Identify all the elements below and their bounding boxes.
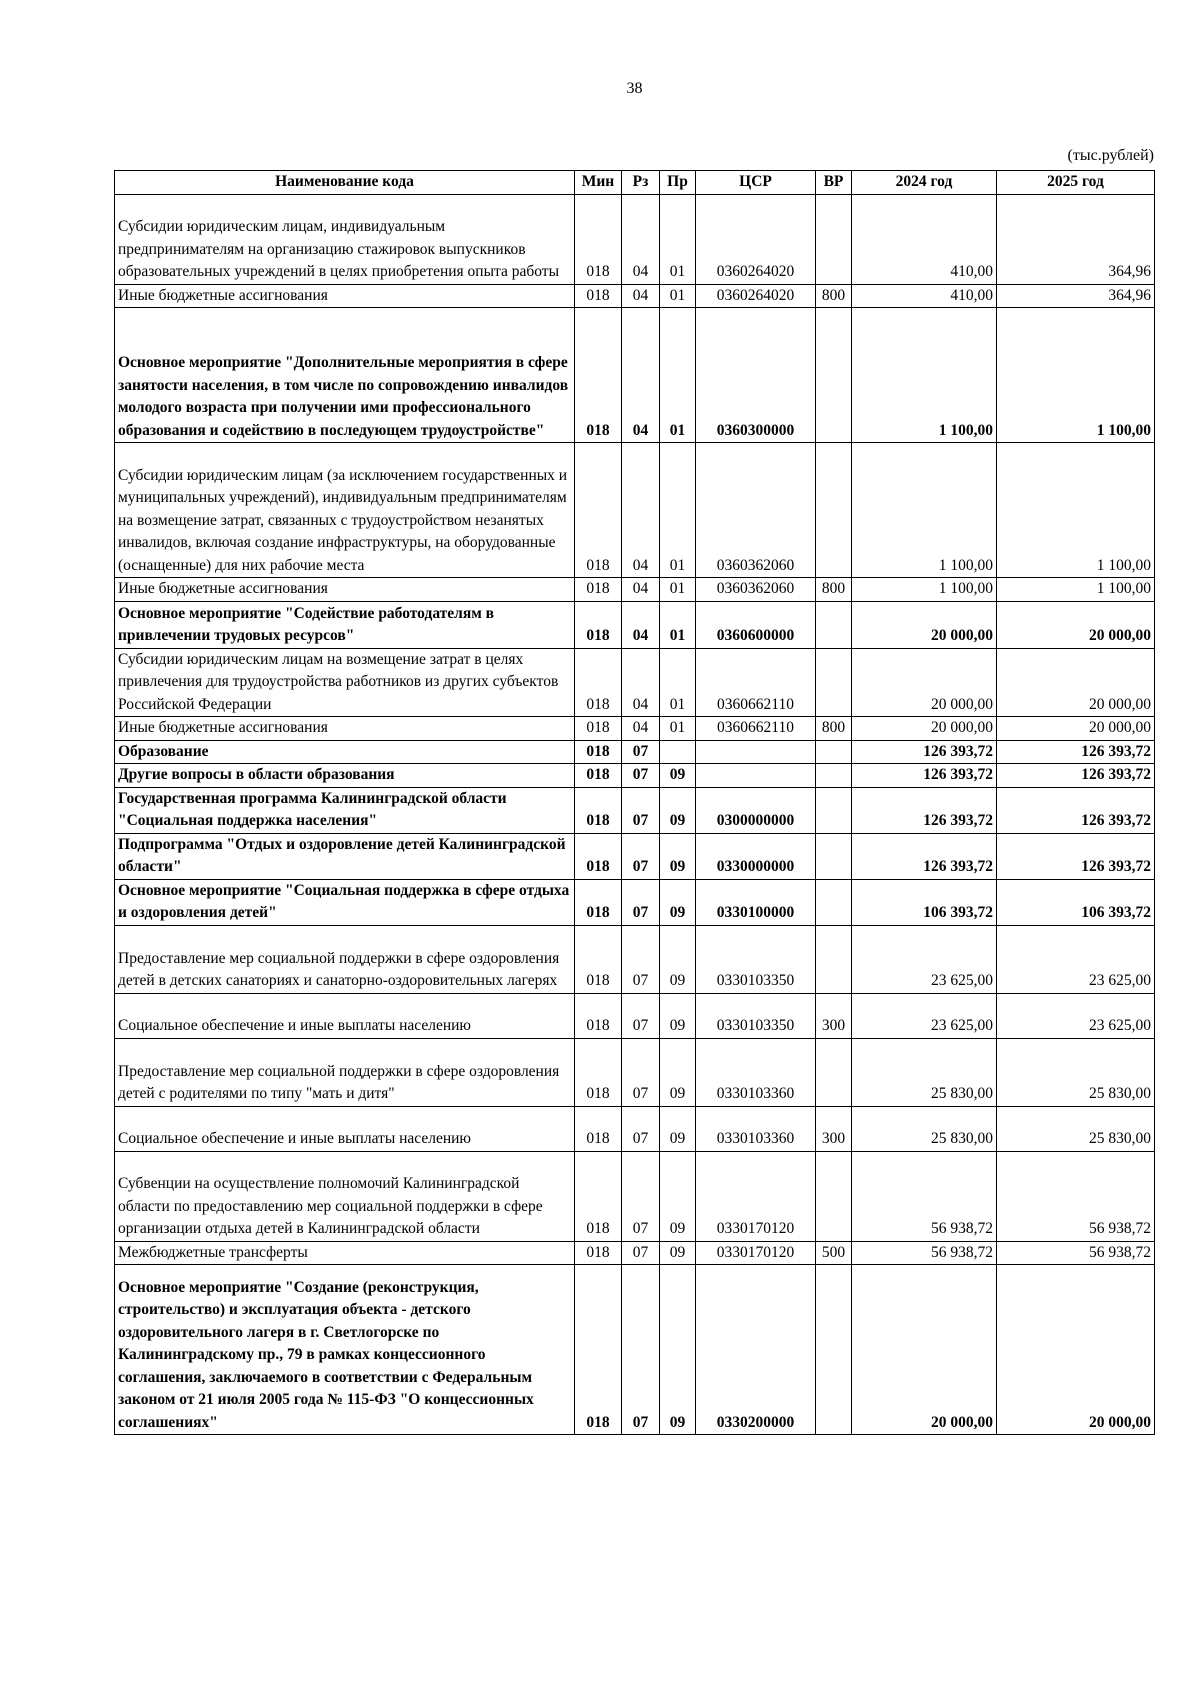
row-vr — [816, 648, 852, 717]
row-2025: 25 830,00 — [997, 1106, 1155, 1151]
row-name: Иные бюджетные ассигнования — [115, 578, 575, 602]
table-row — [115, 740, 1155, 764]
row-name: Другие вопросы в области образования — [115, 764, 575, 788]
row-2025: 23 625,00 — [997, 993, 1155, 1038]
table-row — [115, 717, 1155, 741]
row-2024: 56 938,72 — [852, 1241, 997, 1265]
row-rz: 07 — [622, 1151, 660, 1241]
row-min: 018 — [575, 1151, 622, 1241]
row-2024: 106 393,72 — [852, 879, 997, 925]
row-csr — [696, 740, 816, 764]
row-2025: 1 100,00 — [997, 443, 1155, 578]
row-2025: 25 830,00 — [997, 1038, 1155, 1106]
header-name: Наименование кода — [115, 171, 575, 195]
row-csr: 0330103350 — [696, 925, 816, 993]
row-min: 018 — [575, 194, 622, 284]
page-number: 38 — [626, 80, 643, 97]
row-rz: 07 — [622, 993, 660, 1038]
row-csr: 0360600000 — [696, 601, 816, 648]
row-2025: 364,96 — [997, 194, 1155, 284]
row-pr: 09 — [660, 1241, 696, 1265]
row-pr: 09 — [660, 787, 696, 833]
row-rz: 04 — [622, 443, 660, 578]
table-row — [115, 284, 1155, 308]
row-vr: 500 — [816, 1241, 852, 1265]
table-row — [115, 194, 1155, 284]
row-vr: 800 — [816, 284, 852, 308]
row-min: 018 — [575, 443, 622, 578]
budget-table — [114, 170, 1155, 1435]
row-rz: 07 — [622, 764, 660, 788]
row-csr: 0330200000 — [696, 1265, 816, 1435]
row-pr: 09 — [660, 993, 696, 1038]
table-row — [115, 993, 1155, 1038]
row-rz: 04 — [622, 284, 660, 308]
row-vr — [816, 925, 852, 993]
row-min: 018 — [575, 1038, 622, 1106]
row-pr: 09 — [660, 1265, 696, 1435]
table-row — [115, 601, 1155, 648]
row-vr: 300 — [816, 993, 852, 1038]
row-min: 018 — [575, 740, 622, 764]
row-pr: 09 — [660, 1106, 696, 1151]
row-min: 018 — [575, 648, 622, 717]
row-csr: 0330000000 — [696, 833, 816, 879]
row-2024: 1 100,00 — [852, 443, 997, 578]
row-pr: 01 — [660, 717, 696, 741]
table-row — [115, 308, 1155, 443]
row-vr — [816, 443, 852, 578]
row-name: Основное мероприятие "Содействие работодателям в привлечении трудовых ресурсов" — [115, 601, 575, 648]
row-2024: 126 393,72 — [852, 833, 997, 879]
row-csr: 0330103360 — [696, 1106, 816, 1151]
row-pr: 01 — [660, 578, 696, 602]
header-rz: Рз — [622, 171, 660, 195]
row-pr: 01 — [660, 308, 696, 443]
row-2024: 410,00 — [852, 284, 997, 308]
row-rz: 04 — [622, 578, 660, 602]
row-pr: 09 — [660, 925, 696, 993]
row-csr: 0360300000 — [696, 308, 816, 443]
table-row — [115, 443, 1155, 578]
row-min: 018 — [575, 764, 622, 788]
row-2024: 25 830,00 — [852, 1106, 997, 1151]
row-2024: 25 830,00 — [852, 1038, 997, 1106]
row-rz: 07 — [622, 787, 660, 833]
row-rz: 07 — [622, 1038, 660, 1106]
header-row — [115, 171, 1155, 195]
row-2024: 23 625,00 — [852, 993, 997, 1038]
row-rz: 04 — [622, 308, 660, 443]
row-pr: 09 — [660, 879, 696, 925]
row-vr — [816, 1151, 852, 1241]
row-rz: 04 — [622, 601, 660, 648]
header-min: Мин — [575, 171, 622, 195]
header-pr: Пр — [660, 171, 696, 195]
row-2024: 126 393,72 — [852, 740, 997, 764]
row-2024: 20 000,00 — [852, 717, 997, 741]
row-csr: 0360264020 — [696, 284, 816, 308]
row-vr — [816, 879, 852, 925]
row-2025: 20 000,00 — [997, 1265, 1155, 1435]
row-2025: 126 393,72 — [997, 787, 1155, 833]
row-name: Иные бюджетные ассигнования — [115, 717, 575, 741]
row-rz: 07 — [622, 925, 660, 993]
row-2025: 106 393,72 — [997, 879, 1155, 925]
row-csr: 0360264020 — [696, 194, 816, 284]
row-pr: 09 — [660, 1151, 696, 1241]
table-row — [115, 1038, 1155, 1106]
row-name: Субсидии юридическим лицам на возмещение затрат в целях привлечения для трудоустройства работников из других субъектов Российской Федерации — [115, 648, 575, 717]
header-2025: 2025 год — [997, 171, 1155, 195]
table-row — [115, 764, 1155, 788]
row-rz: 04 — [622, 648, 660, 717]
row-csr: 0330103350 — [696, 993, 816, 1038]
row-2025: 23 625,00 — [997, 925, 1155, 993]
row-vr: 800 — [816, 717, 852, 741]
row-2025: 56 938,72 — [997, 1151, 1155, 1241]
table-row — [115, 1151, 1155, 1241]
row-pr — [660, 740, 696, 764]
row-min: 018 — [575, 578, 622, 602]
table-row — [115, 925, 1155, 993]
row-2025: 20 000,00 — [997, 648, 1155, 717]
row-name: Социальное обеспечение и иные выплаты населению — [115, 993, 575, 1038]
table-row — [115, 787, 1155, 833]
row-2025: 126 393,72 — [997, 764, 1155, 788]
table-row — [115, 578, 1155, 602]
row-pr: 01 — [660, 601, 696, 648]
row-min: 018 — [575, 879, 622, 925]
row-pr: 01 — [660, 194, 696, 284]
row-vr — [816, 833, 852, 879]
row-name: Государственная программа Калининградской области "Социальная поддержка населения" — [115, 787, 575, 833]
row-2024: 1 100,00 — [852, 578, 997, 602]
row-name: Основное мероприятие "Дополнительные мероприятия в сфере занятости населения, в том числе по сопровождению инвалидов молодого возраста при получении ими профессионального образования и содействию в последующем трудоустройстве" — [115, 308, 575, 443]
row-2024: 126 393,72 — [852, 764, 997, 788]
row-min: 018 — [575, 601, 622, 648]
row-vr — [816, 308, 852, 443]
row-name: Социальное обеспечение и иные выплаты населению — [115, 1106, 575, 1151]
row-min: 018 — [575, 308, 622, 443]
row-name: Предоставление мер социальной поддержки в сфере оздоровления детей в детских санаториях и санаторно-оздоровительных лагерях — [115, 925, 575, 993]
table-row — [115, 833, 1155, 879]
row-name: Основное мероприятие "Социальная поддержка в сфере отдыха и оздоровления детей" — [115, 879, 575, 925]
row-name: Предоставление мер социальной поддержки в сфере оздоровления детей с родителями по типу "мать и дитя" — [115, 1038, 575, 1106]
row-2024: 23 625,00 — [852, 925, 997, 993]
row-vr — [816, 194, 852, 284]
row-name: Подпрограмма "Отдых и оздоровление детей Калининградской области" — [115, 833, 575, 879]
units-label: (тыс.рублей) — [1067, 147, 1154, 164]
header-csr: ЦСР — [696, 171, 816, 195]
row-min: 018 — [575, 787, 622, 833]
row-min: 018 — [575, 993, 622, 1038]
row-rz: 07 — [622, 1241, 660, 1265]
row-min: 018 — [575, 284, 622, 308]
row-csr: 0330103360 — [696, 1038, 816, 1106]
row-2024: 20 000,00 — [852, 601, 997, 648]
row-2025: 1 100,00 — [997, 308, 1155, 443]
row-min: 018 — [575, 925, 622, 993]
row-vr — [816, 764, 852, 788]
table-row — [115, 1241, 1155, 1265]
row-csr: 0360662110 — [696, 648, 816, 717]
row-rz: 04 — [622, 194, 660, 284]
row-pr: 09 — [660, 833, 696, 879]
table-row — [115, 1106, 1155, 1151]
row-min: 018 — [575, 717, 622, 741]
row-csr: 0360362060 — [696, 578, 816, 602]
row-csr — [696, 764, 816, 788]
row-2025: 20 000,00 — [997, 717, 1155, 741]
row-vr: 300 — [816, 1106, 852, 1151]
row-rz: 07 — [622, 879, 660, 925]
row-vr — [816, 1038, 852, 1106]
row-csr: 0360662110 — [696, 717, 816, 741]
row-name: Субвенции на осуществление полномочий Калининградской области по предоставлению мер социальной поддержки в сфере организации отдыха детей в Калининградской области — [115, 1151, 575, 1241]
row-csr: 0330170120 — [696, 1241, 816, 1265]
row-rz: 07 — [622, 740, 660, 764]
row-rz: 07 — [622, 1265, 660, 1435]
row-vr — [816, 1265, 852, 1435]
row-rz: 04 — [622, 717, 660, 741]
header-2024: 2024 год — [852, 171, 997, 195]
row-2024: 410,00 — [852, 194, 997, 284]
row-vr — [816, 740, 852, 764]
header-vr: ВР — [816, 171, 852, 195]
row-vr — [816, 601, 852, 648]
row-min: 018 — [575, 1265, 622, 1435]
row-vr: 800 — [816, 578, 852, 602]
row-pr: 01 — [660, 284, 696, 308]
row-min: 018 — [575, 1106, 622, 1151]
row-2024: 56 938,72 — [852, 1151, 997, 1241]
row-2025: 56 938,72 — [997, 1241, 1155, 1265]
row-name: Образование — [115, 740, 575, 764]
row-vr — [816, 787, 852, 833]
row-name: Субсидии юридическим лицам, индивидуальным предпринимателям на организацию стажировок выпускников образовательных учреждений в целях приобретения опыта работы — [115, 194, 575, 284]
row-pr: 09 — [660, 1038, 696, 1106]
row-2025: 20 000,00 — [997, 601, 1155, 648]
row-pr: 09 — [660, 764, 696, 788]
table-row — [115, 879, 1155, 925]
row-name: Основное мероприятие "Создание (реконструкция, строительство) и эксплуатация объекта - детского оздоровительного лагеря в г. Светлогорске по Калининградскому пр., 79 в рамках концессионного соглашения, заключаемого в соответствии с Федеральным законом от 21 июля 2005 года № 115-ФЗ "О концессионных соглашениях" — [115, 1265, 575, 1435]
row-pr: 01 — [660, 443, 696, 578]
row-rz: 07 — [622, 1106, 660, 1151]
row-name: Субсидии юридическим лицам (за исключением государственных и муниципальных учреждений), индивидуальным предпринимателям на возмещение затрат, связанных с трудоустройством незанятых инвалидов, включая создание инфраструктуры, на оборудованные (оснащенные) для них рабочие места — [115, 443, 575, 578]
row-csr: 0330170120 — [696, 1151, 816, 1241]
table-row — [115, 1265, 1155, 1435]
row-2025: 126 393,72 — [997, 833, 1155, 879]
row-name: Иные бюджетные ассигнования — [115, 284, 575, 308]
row-2024: 1 100,00 — [852, 308, 997, 443]
row-2024: 126 393,72 — [852, 787, 997, 833]
row-2025: 364,96 — [997, 284, 1155, 308]
row-rz: 07 — [622, 833, 660, 879]
row-csr: 0300000000 — [696, 787, 816, 833]
table-row — [115, 648, 1155, 717]
row-2024: 20 000,00 — [852, 648, 997, 717]
row-2025: 1 100,00 — [997, 578, 1155, 602]
row-2024: 20 000,00 — [852, 1265, 997, 1435]
row-min: 018 — [575, 1241, 622, 1265]
row-csr: 0360362060 — [696, 443, 816, 578]
row-2025: 126 393,72 — [997, 740, 1155, 764]
row-name: Межбюджетные трансферты — [115, 1241, 575, 1265]
table-body — [115, 194, 1155, 1435]
row-min: 018 — [575, 833, 622, 879]
row-pr: 01 — [660, 648, 696, 717]
row-csr: 0330100000 — [696, 879, 816, 925]
